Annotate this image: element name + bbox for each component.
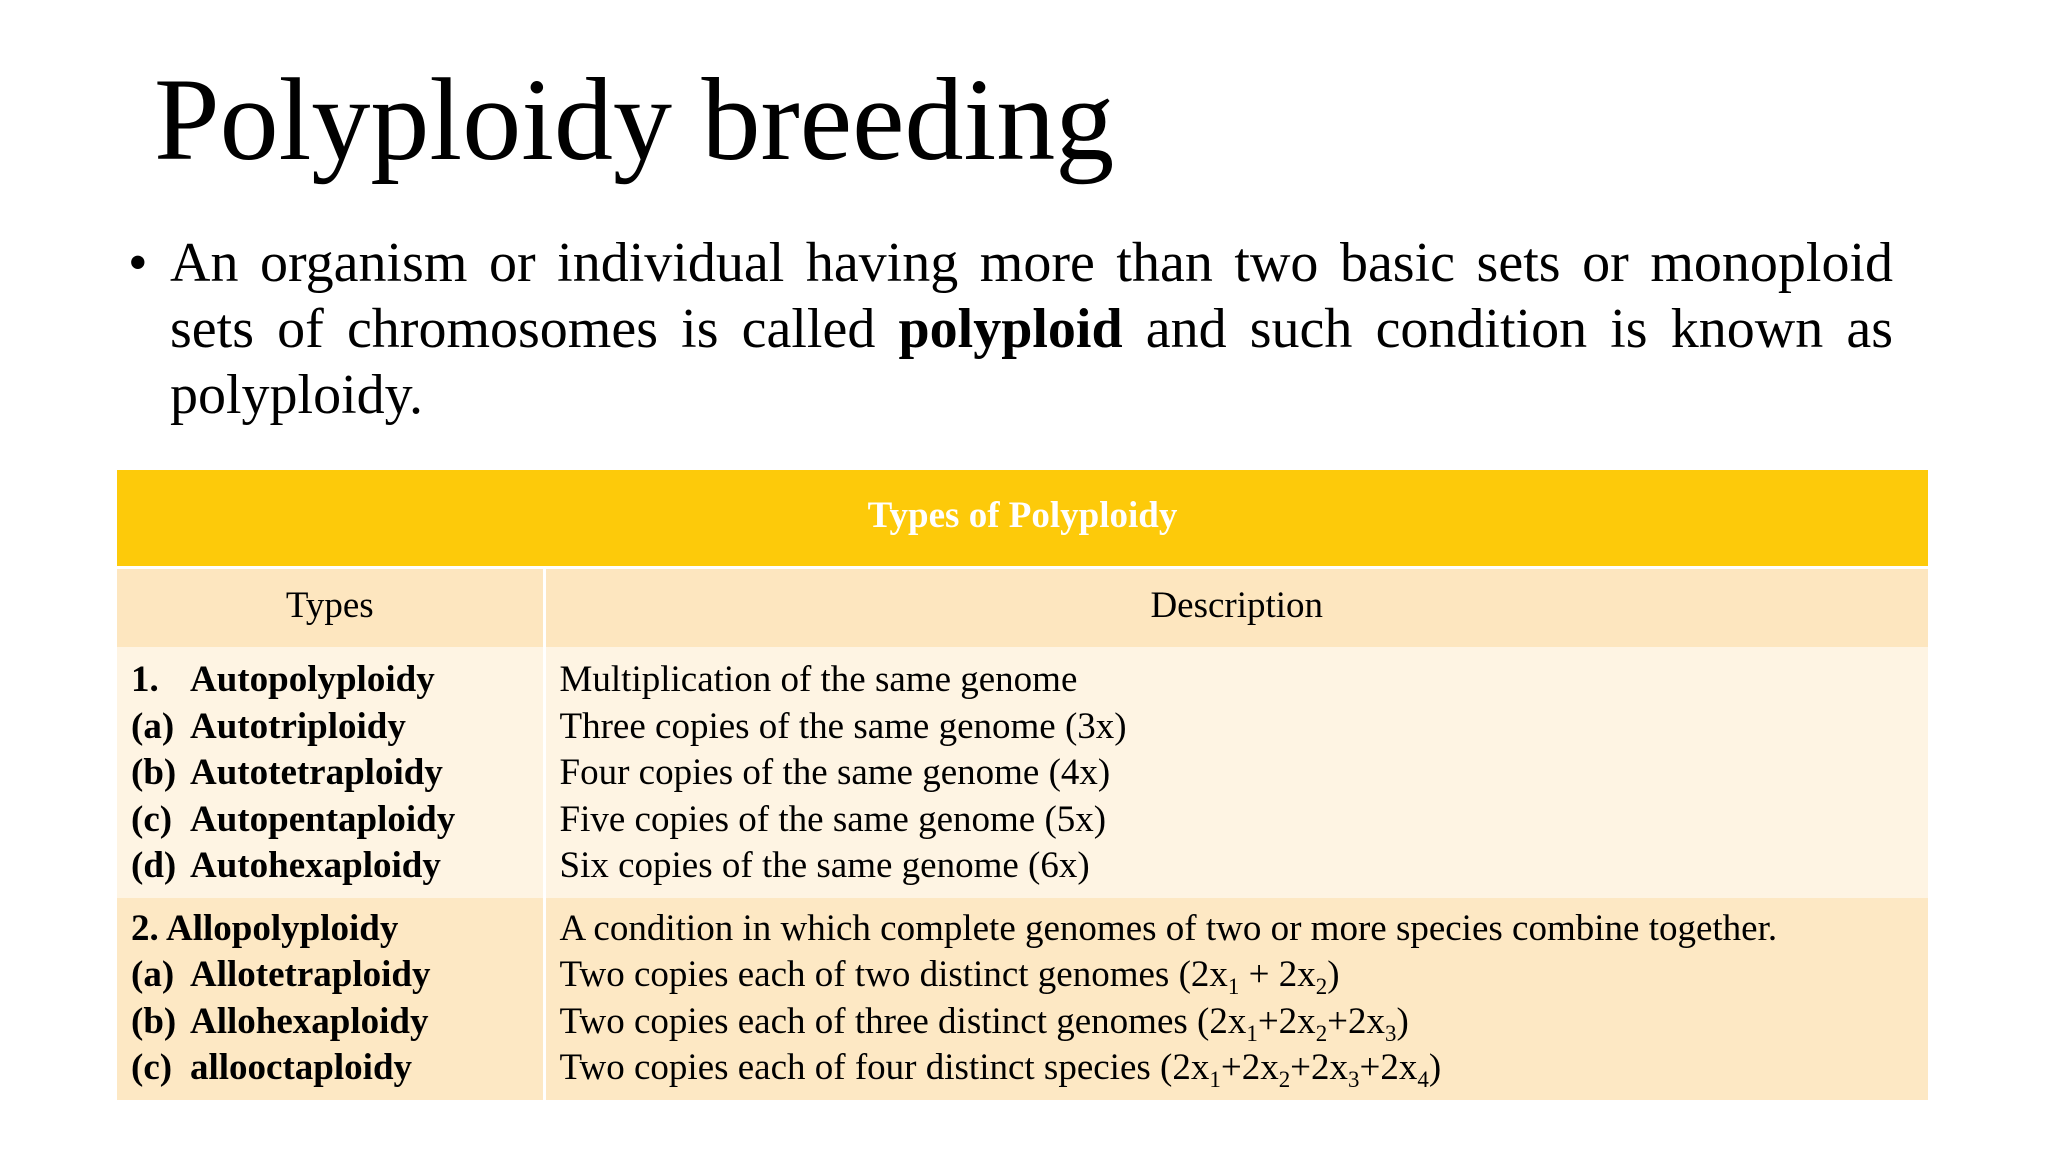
polyploidy-types-table: [117, 470, 1928, 1100]
table-row-allopolyploidy: [117, 898, 1928, 1100]
description-line: Five copies of the same genome (5x): [559, 798, 1107, 840]
description-line-formula: Two copies each of four distinct species $(2x_1+2x_2+2x_3+2x_4)$: [559, 1047, 1442, 1093]
description-cell: [544, 647, 1928, 898]
type-line: [131, 906, 529, 953]
slide-title: Polyploidy breeding: [154, 54, 1115, 185]
type-line: [131, 657, 529, 704]
type-name: Autotetraploidy: [190, 752, 443, 793]
types-cell: [117, 647, 544, 898]
column-header-types: Types: [117, 568, 544, 648]
type-name: Allohexaploidy: [190, 1000, 429, 1042]
type-line: [131, 999, 529, 1046]
table-header-row: [117, 568, 1928, 648]
type-line: [131, 952, 529, 999]
type-label: (c): [131, 1047, 173, 1088]
bullet-paragraph: [128, 230, 1893, 428]
bullet-text: [170, 230, 1893, 428]
type-line: [131, 843, 529, 890]
description-line: Multiplication of the same genome: [559, 659, 1078, 700]
type-line: [131, 797, 529, 844]
type-name: Allotetraploidy: [190, 954, 431, 995]
type-name: Autopolyploidy: [190, 659, 435, 700]
description-line-formula: Two copies each of two distinct genomes $(2x_1 + 2x_2)$: [559, 954, 1340, 1000]
description-line-formula: Two copies each of three distinct genomes $(2x_1+2x_2+2x_3)$: [559, 1000, 1409, 1046]
column-header-description: Description: [544, 568, 1928, 648]
type-line: [131, 750, 529, 797]
bullet-text-part1: An organism or individual having more than two basic sets or monoploid sets of chromosomes is called: [170, 232, 1893, 360]
type-label: (b): [131, 752, 177, 793]
type-label: (c): [131, 798, 173, 840]
table-caption-row: [117, 470, 1928, 568]
table-caption: Types of Polyploidy: [117, 470, 1928, 568]
table-row-autopolyploidy: [117, 647, 1928, 898]
type-label: (d): [131, 845, 177, 886]
type-label: (a): [131, 954, 175, 995]
type-line: [131, 1045, 529, 1092]
type-label: 2.: [131, 907, 159, 949]
description-line: Three copies of the same genome (3x): [559, 705, 1127, 747]
types-cell: [117, 898, 544, 1100]
type-label: (b): [131, 1000, 177, 1042]
type-name: allooctaploidy: [190, 1047, 413, 1088]
description-line: Four copies of the same genome (4x): [559, 752, 1111, 793]
description-line: Six copies of the same genome (6x): [559, 845, 1090, 886]
type-line: [131, 704, 529, 751]
description-cell: [544, 898, 1928, 1100]
type-label: (a): [131, 705, 175, 747]
bullet-text-part2: and such condition is known as polyploidy.: [170, 298, 1893, 426]
type-name: Autotriploidy: [190, 705, 406, 747]
bullet-marker: •: [128, 232, 148, 294]
type-name: Autohexaploidy: [190, 845, 441, 886]
type-name: Autopentaploidy: [190, 798, 456, 840]
description-line: A condition in which complete genomes of two or more species combine together.: [559, 907, 1778, 949]
bullet-text-bold-term: polyploid: [898, 298, 1123, 360]
type-name: Allopolyploidy: [165, 907, 399, 949]
type-label: 1.: [131, 659, 159, 700]
